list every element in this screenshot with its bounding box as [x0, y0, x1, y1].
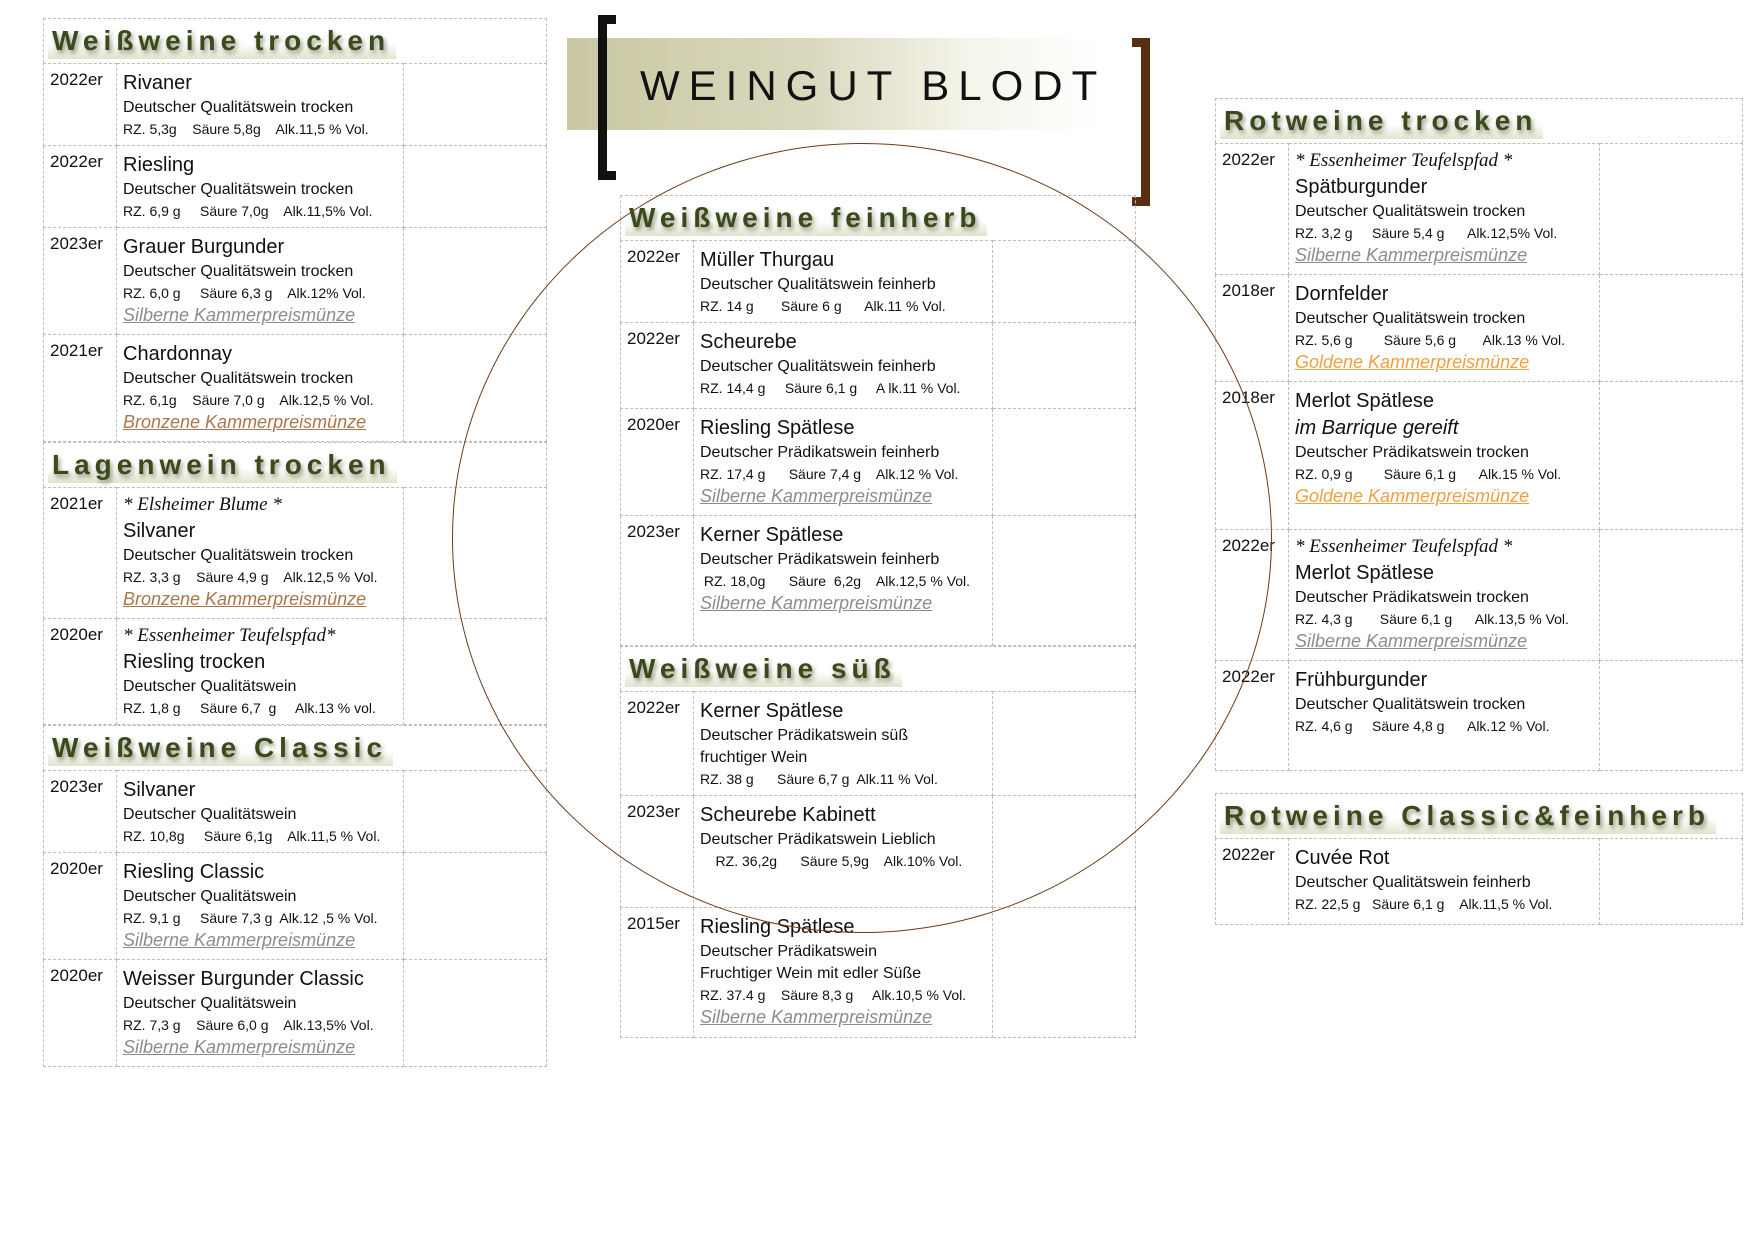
section-rotweine-classic-feinherb — [1215, 793, 1743, 925]
award-medal-label: Bronzene Kammerpreismünze — [123, 412, 367, 432]
wine-row — [621, 409, 1136, 516]
wine-row — [44, 619, 547, 725]
wine-quality: Deutscher Qualitätswein trocken — [1295, 696, 1526, 713]
wine-quality: Deutscher Prädikatswein trocken — [1295, 589, 1529, 606]
wine-details — [1289, 275, 1600, 382]
empty-cell — [1600, 144, 1743, 275]
empty-cell — [993, 516, 1136, 646]
wine-details — [1289, 144, 1600, 275]
wine-name: Riesling trocken — [123, 651, 266, 673]
wine-year: 2023er — [621, 796, 694, 908]
wine-vineyard: * Essenheimer Teufelspfad * — [1295, 150, 1513, 171]
empty-cell — [404, 960, 547, 1067]
wine-year: 2021er — [44, 335, 117, 442]
wine-details — [1289, 530, 1600, 661]
wine-year: 2022er — [1216, 661, 1289, 771]
wine-year: 2020er — [44, 960, 117, 1067]
section-heading: Weißweine süß — [625, 653, 902, 687]
wine-quality: Deutscher Qualitätswein feinherb — [700, 276, 936, 293]
wine-analysis: RZ. 6,1g Säure 7,0 g Alk.12,5 % Vol. — [123, 392, 374, 408]
empty-cell — [404, 488, 547, 619]
wine-name: Weisser Burgunder Classic — [123, 968, 364, 990]
wine-name: Rivaner — [123, 72, 192, 94]
wine-quality: Deutscher Qualitätswein — [123, 678, 297, 695]
wine-table — [620, 691, 1136, 1038]
wine-name-extra: im Barrique gereift — [1295, 417, 1459, 439]
empty-cell — [404, 228, 547, 335]
wine-details — [1289, 661, 1600, 771]
wine-details — [1289, 382, 1600, 530]
wine-year: 2022er — [621, 692, 694, 796]
wine-vineyard: * Elsheimer Blume * — [123, 494, 282, 515]
empty-cell — [993, 908, 1136, 1038]
wine-name: Grauer Burgunder — [123, 236, 285, 258]
wine-analysis: RZ. 36,2g Säure 5,9g Alk.10% Vol. — [700, 853, 963, 869]
wine-analysis: RZ. 17,4 g Säure 7,4 g Alk.12 % Vol. — [700, 466, 959, 482]
wine-year: 2021er — [44, 488, 117, 619]
wine-name: Riesling — [123, 154, 195, 176]
section-heading-wrap — [620, 195, 1136, 240]
wine-analysis: RZ. 37.4 g Säure 8,3 g Alk.10,5 % Vol. — [700, 987, 967, 1003]
wine-details — [694, 692, 993, 796]
wine-name: Müller Thurgau — [700, 249, 835, 271]
empty-cell — [993, 692, 1136, 796]
wine-name: Riesling Spätlese — [700, 916, 855, 938]
wine-description: Fruchtiger Wein mit edler Süße — [700, 965, 922, 982]
section-heading: Rotweine Classic&feinherb — [1220, 800, 1716, 834]
page-title: WEINGUT BLODT — [640, 62, 1107, 109]
wine-analysis: RZ. 9,1 g Säure 7,3 g Alk.12 ,5 % Vol. — [123, 910, 378, 926]
empty-cell — [404, 64, 547, 146]
wine-year: 2023er — [44, 771, 117, 853]
wine-row — [621, 516, 1136, 646]
wine-quality: Deutscher Prädikatswein — [700, 943, 877, 960]
wine-year: 2018er — [1216, 275, 1289, 382]
wine-year: 2018er — [1216, 382, 1289, 530]
wine-name: Silvaner — [123, 520, 196, 542]
wine-analysis: RZ. 38 g Säure 6,7 g Alk.11 % Vol. — [700, 771, 938, 787]
wine-analysis: RZ. 4,6 g Säure 4,8 g Alk.12 % Vol. — [1295, 718, 1550, 734]
section-heading: Weißweine Classic — [48, 732, 393, 766]
wine-name: Silvaner — [123, 779, 196, 801]
empty-cell — [993, 241, 1136, 323]
wine-row — [1216, 382, 1743, 530]
section-heading: Lagenwein trocken — [48, 449, 397, 483]
wine-name: Kerner Spätlese — [700, 700, 844, 722]
empty-cell — [1600, 661, 1743, 771]
wine-details — [117, 488, 404, 619]
wine-row — [621, 796, 1136, 908]
empty-cell — [1600, 839, 1743, 925]
empty-cell — [404, 619, 547, 725]
right-bracket-decoration — [1132, 38, 1150, 206]
wine-details — [117, 335, 404, 442]
wine-details — [117, 853, 404, 960]
wine-name: Merlot Spätlese — [1295, 562, 1434, 584]
empty-cell — [404, 146, 547, 228]
wine-quality: Deutscher Prädikatswein süß — [700, 727, 909, 744]
wine-name: Frühburgunder — [1295, 669, 1428, 691]
wine-year: 2020er — [44, 619, 117, 725]
wine-row — [621, 323, 1136, 409]
wine-year: 2022er — [621, 241, 694, 323]
wine-quality: Deutscher Prädikatswein feinherb — [700, 444, 940, 461]
wine-year: 2020er — [44, 853, 117, 960]
section-heading-wrap — [43, 442, 547, 487]
wine-year: 2022er — [1216, 144, 1289, 275]
wine-name: Riesling Spätlese — [700, 417, 855, 439]
wine-details — [694, 908, 993, 1038]
wine-year: 2023er — [621, 516, 694, 646]
wine-name: Spätburgunder — [1295, 176, 1428, 198]
section-weissweine-feinherb — [620, 195, 1136, 646]
award-medal-label: Silberne Kammerpreismünze — [1295, 245, 1528, 265]
empty-cell — [404, 335, 547, 442]
wine-details — [694, 409, 993, 516]
wine-year: 2022er — [1216, 530, 1289, 661]
wine-quality: Deutscher Prädikatswein feinherb — [700, 551, 940, 568]
award-medal-label: Silberne Kammerpreismünze — [1295, 631, 1528, 651]
wine-vineyard: * Essenheimer Teufelspfad* — [123, 625, 336, 646]
empty-cell — [1600, 382, 1743, 530]
wine-quality: Deutscher Qualitätswein trocken — [123, 370, 354, 387]
wine-year: 2015er — [621, 908, 694, 1038]
wine-table — [43, 770, 547, 1067]
section-rotweine-trocken — [1215, 98, 1743, 771]
wine-analysis: RZ. 14,4 g Säure 6,1 g A lk.11 % Vol. — [700, 380, 961, 396]
wine-row — [44, 335, 547, 442]
wine-row — [44, 488, 547, 619]
wine-details — [117, 619, 404, 725]
wine-row — [44, 771, 547, 853]
wine-row — [1216, 530, 1743, 661]
wine-analysis: RZ. 22,5 g Säure 6,1 g Alk.11,5 % Vol. — [1295, 896, 1553, 912]
wine-row — [44, 146, 547, 228]
award-medal-label: Silberne Kammerpreismünze — [123, 1037, 356, 1057]
wine-details — [117, 64, 404, 146]
wine-analysis: RZ. 5,3g Säure 5,8g Alk.11,5 % Vol. — [123, 121, 369, 137]
section-weissweine-suess — [620, 646, 1136, 1038]
wine-year: 2022er — [44, 146, 117, 228]
wine-row — [44, 228, 547, 335]
wine-details — [1289, 839, 1600, 925]
section-heading-wrap — [43, 725, 547, 770]
wine-analysis: RZ. 7,3 g Säure 6,0 g Alk.13,5% Vol. — [123, 1017, 374, 1033]
wine-analysis: RZ. 14 g Säure 6 g Alk.11 % Vol. — [700, 298, 946, 314]
wine-table — [620, 240, 1136, 646]
award-medal-label: Silberne Kammerpreismünze — [123, 930, 356, 950]
wine-details — [694, 323, 993, 409]
wine-quality: Deutscher Qualitätswein trocken — [1295, 203, 1526, 220]
wine-analysis: RZ. 1,8 g Säure 6,7 g Alk.13 % vol. — [123, 700, 376, 716]
wine-analysis: RZ. 0,9 g Säure 6,1 g Alk.15 % Vol. — [1295, 466, 1562, 482]
wine-name: Chardonnay — [123, 343, 232, 365]
wine-quality: Deutscher Qualitätswein feinherb — [1295, 874, 1531, 891]
wine-quality: Deutscher Qualitätswein — [123, 888, 297, 905]
section-heading-wrap — [43, 18, 547, 63]
wine-row — [44, 64, 547, 146]
wine-row — [1216, 661, 1743, 771]
wine-analysis: RZ. 6,9 g Säure 7,0g Alk.11,5% Vol. — [123, 203, 373, 219]
wine-details — [117, 228, 404, 335]
wine-details — [117, 771, 404, 853]
wine-row — [621, 241, 1136, 323]
empty-cell — [404, 853, 547, 960]
section-lagenwein-trocken — [43, 442, 547, 725]
wine-quality: Deutscher Qualitätswein trocken — [123, 547, 354, 564]
empty-cell — [993, 409, 1136, 516]
empty-cell — [1600, 275, 1743, 382]
wine-details — [117, 146, 404, 228]
section-heading: Weißweine feinherb — [625, 202, 987, 236]
section-heading-wrap — [620, 646, 1136, 691]
wine-row — [1216, 275, 1743, 382]
wine-name: Merlot Spätlese — [1295, 390, 1434, 412]
section-heading-wrap — [1215, 793, 1743, 838]
section-heading-wrap — [1215, 98, 1743, 143]
section-heading: Weißweine trocken — [48, 25, 396, 59]
wine-analysis: RZ. 18,0g Säure 6,2g Alk.12,5 % Vol. — [700, 573, 971, 589]
award-medal-label: Silberne Kammerpreismünze — [700, 1007, 933, 1027]
wine-quality: Deutscher Qualitätswein trocken — [123, 99, 354, 116]
award-medal-label: Bronzene Kammerpreismünze — [123, 589, 367, 609]
award-medal-label: Goldene Kammerpreismünze — [1295, 352, 1530, 372]
wine-table — [1215, 143, 1743, 771]
middle-column — [620, 195, 1136, 1038]
award-medal-label: Silberne Kammerpreismünze — [700, 486, 933, 506]
wine-analysis: RZ. 6,0 g Säure 6,3 g Alk.12% Vol. — [123, 285, 366, 301]
wine-details — [694, 241, 993, 323]
empty-cell — [404, 771, 547, 853]
section-weissweine-trocken — [43, 18, 547, 442]
wine-year: 2020er — [621, 409, 694, 516]
wine-quality: Deutscher Prädikatswein Lieblich — [700, 831, 936, 848]
wine-year: 2022er — [44, 64, 117, 146]
wine-quality: Deutscher Qualitätswein feinherb — [700, 358, 936, 375]
award-medal-label: Silberne Kammerpreismünze — [123, 305, 356, 325]
wine-year: 2023er — [44, 228, 117, 335]
wine-name: Scheurebe — [700, 331, 797, 353]
wine-analysis: RZ. 5,6 g Säure 5,6 g Alk.13 % Vol. — [1295, 332, 1566, 348]
section-weissweine-classic — [43, 725, 547, 1067]
wine-quality: Deutscher Qualitätswein — [123, 806, 297, 823]
wine-quality: Deutscher Qualitätswein trocken — [123, 263, 354, 280]
right-column — [1215, 98, 1743, 925]
wine-row — [1216, 839, 1743, 925]
wine-quality: Deutscher Qualitätswein trocken — [1295, 310, 1526, 327]
wine-details — [694, 796, 993, 908]
wine-quality: Deutscher Prädikatswein trocken — [1295, 444, 1529, 461]
wine-analysis: RZ. 10,8g Säure 6,1g Alk.11,5 % Vol. — [123, 828, 381, 844]
wine-description: fruchtiger Wein — [700, 749, 808, 766]
wine-row — [621, 908, 1136, 1038]
wine-name: Cuvée Rot — [1295, 847, 1390, 869]
wine-table — [43, 487, 547, 725]
section-heading: Rotweine trocken — [1220, 105, 1543, 139]
wine-row — [44, 960, 547, 1067]
wine-quality: Deutscher Qualitätswein — [123, 995, 297, 1012]
left-bracket-decoration — [598, 15, 616, 180]
wine-analysis: RZ. 3,3 g Säure 4,9 g Alk.12,5 % Vol. — [123, 569, 378, 585]
award-medal-label: Goldene Kammerpreismünze — [1295, 486, 1530, 506]
wine-name: Scheurebe Kabinett — [700, 804, 876, 826]
left-column — [43, 18, 547, 1067]
empty-cell — [993, 796, 1136, 908]
wine-name: Riesling Classic — [123, 861, 265, 883]
wine-analysis: RZ. 4,3 g Säure 6,1 g Alk.13,5 % Vol. — [1295, 611, 1569, 627]
wine-details — [117, 960, 404, 1067]
wine-name: Dornfelder — [1295, 283, 1389, 305]
wine-year: 2022er — [1216, 839, 1289, 925]
wine-row — [621, 692, 1136, 796]
wine-table — [43, 63, 547, 442]
wine-name: Kerner Spätlese — [700, 524, 844, 546]
wine-quality: Deutscher Qualitätswein trocken — [123, 181, 354, 198]
wine-details — [694, 516, 993, 646]
wine-analysis: RZ. 3,2 g Säure 5,4 g Alk.12,5% Vol. — [1295, 225, 1558, 241]
wine-row — [44, 853, 547, 960]
empty-cell — [993, 323, 1136, 409]
wine-table — [1215, 838, 1743, 925]
wine-vineyard: * Essenheimer Teufelspfad * — [1295, 536, 1513, 557]
empty-cell — [1600, 530, 1743, 661]
wine-year: 2022er — [621, 323, 694, 409]
wine-row — [1216, 144, 1743, 275]
award-medal-label: Silberne Kammerpreismünze — [700, 593, 933, 613]
